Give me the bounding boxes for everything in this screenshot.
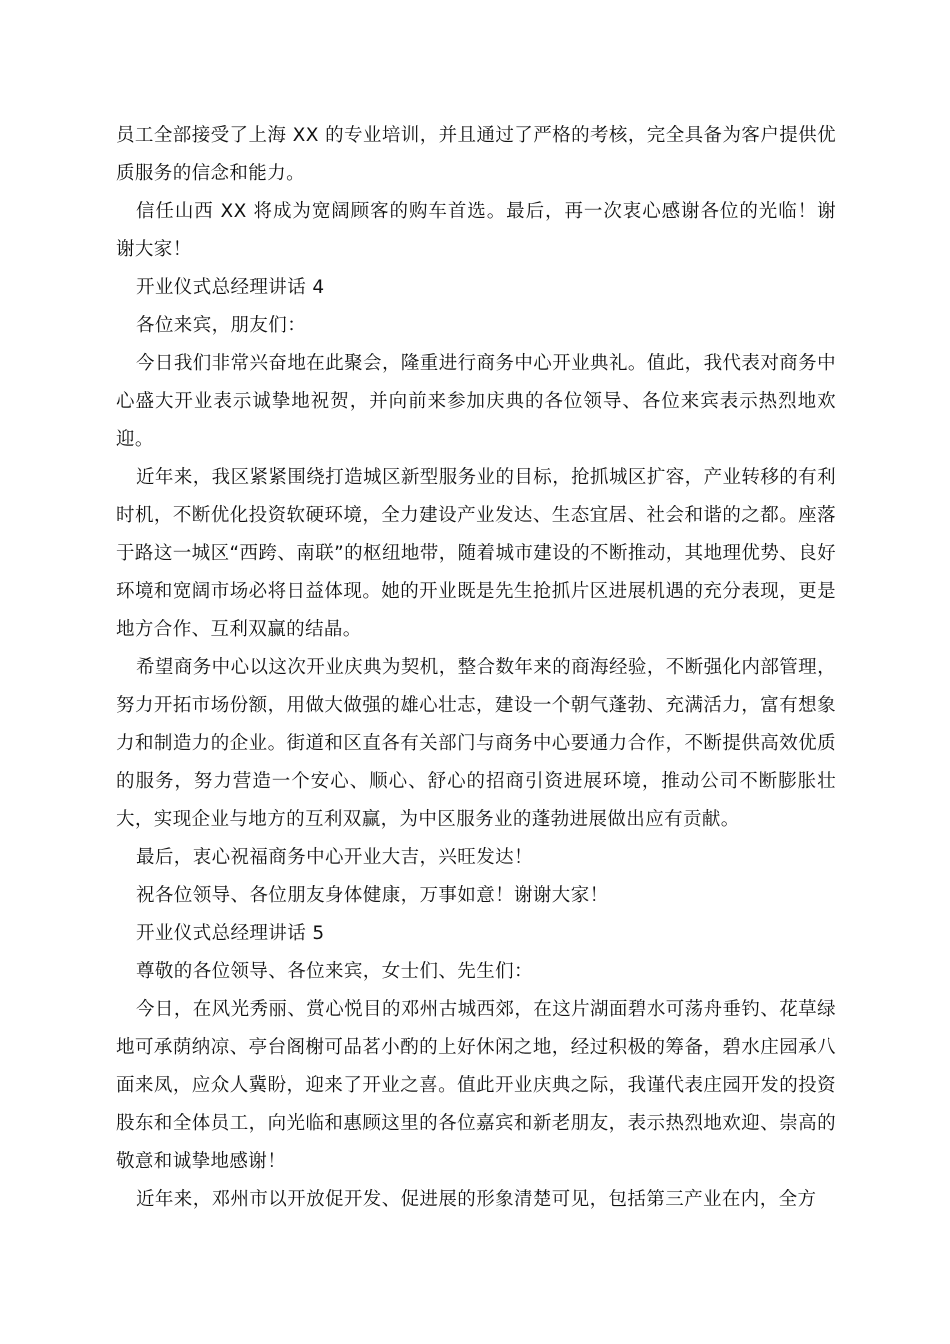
paragraph-wishes: 祝各位领导、各位朋友身体健康，万事如意！谢谢大家！ [136, 885, 609, 906]
salutation: 尊敬的各位领导、各位来宾，女士们、先生们： [136, 961, 533, 982]
section-heading-speech-4: 开业仪式总经理讲话 4 [136, 277, 325, 298]
paragraph-background: 近年来，我区紧紧围绕打造城区新型服务业的目标，抢抓城区扩容，产业转移的有利时机，不断优化投资软硬环境，全力建设产业发达、生态宜居、社会和谐的之都。座落于路这一城区“西跨、南联”的枢纽地带，随着城市建设的不断推动，其地理优势、良好环境和宽阔市场必将日益体现。她的开业既是先生抢抓片区进展机遇的充分表现，更是地方合作、互利双赢的结晶。 [116, 467, 836, 640]
salutation: 各位来宾，朋友们： [136, 315, 307, 336]
paragraph-opening: 今日，在风光秀丽、赏心悦目的邓州古城西郊，在这片湖面碧水可荡舟垂钓、花草绿地可承荫纳凉、亭台阁榭可品茗小酌的上好休闲之地，经过积极的筹备，碧水庄园承八面来凤，应众人冀盼，迎来了开业之喜。值此开业庆典之际，我谨代表庄园开发的投资股东和全体员工，向光临和惠顾这里的各位嘉宾和新老朋友，表示热烈地欢迎、崇高的敬意和诚挚地感谢！ [116, 999, 836, 1172]
paragraph-blessing: 最后，衷心祝福商务中心开业大吉，兴旺发达！ [136, 847, 533, 868]
section-heading-speech-5: 开业仪式总经理讲话 5 [136, 923, 325, 944]
paragraph-opening: 今日我们非常兴奋地在此聚会，隆重进行商务中心开业典礼。值此，我代表对商务中心盛大开业表示诚挚地祝贺，并向前来参加庆典的各位领导、各位来宾表示热烈地欢迎。 [116, 353, 836, 450]
paragraph-closing-thanks: 信任山西 XX 将成为宽阔顾客的购车首选。最后，再一次衷心感谢各位的光临！谢谢大家！ [116, 201, 836, 260]
document-page [116, 117, 836, 1219]
paragraph-truncated: 近年来，邓州市以开放促开发、促进展的形象清楚可见，包括第三产业在内，全方 [136, 1189, 817, 1210]
paragraph-hopes: 希望商务中心以这次开业庆典为契机，整合数年来的商海经验，不断强化内部管理，努力开拓市场份额，用做大做强的雄心壮志，建设一个朝气蓬勃、充满活力，富有想象力和制造力的企业。街道和区直各有关部门与商务中心要通力合作，不断提供高效优质的服务，努力营造一个安心、顺心、舒心的招商引资进展环境，推动公司不断膨胀壮大，实现企业与地方的互利双赢，为中区服务业的蓬勃进展做出应有贡献。 [116, 657, 836, 830]
paragraph-continued-text: 员工全部接受了上海 XX 的专业培训，并且通过了严格的考核，完全具备为客户提供优质服务的信念和能力。 [116, 125, 836, 184]
